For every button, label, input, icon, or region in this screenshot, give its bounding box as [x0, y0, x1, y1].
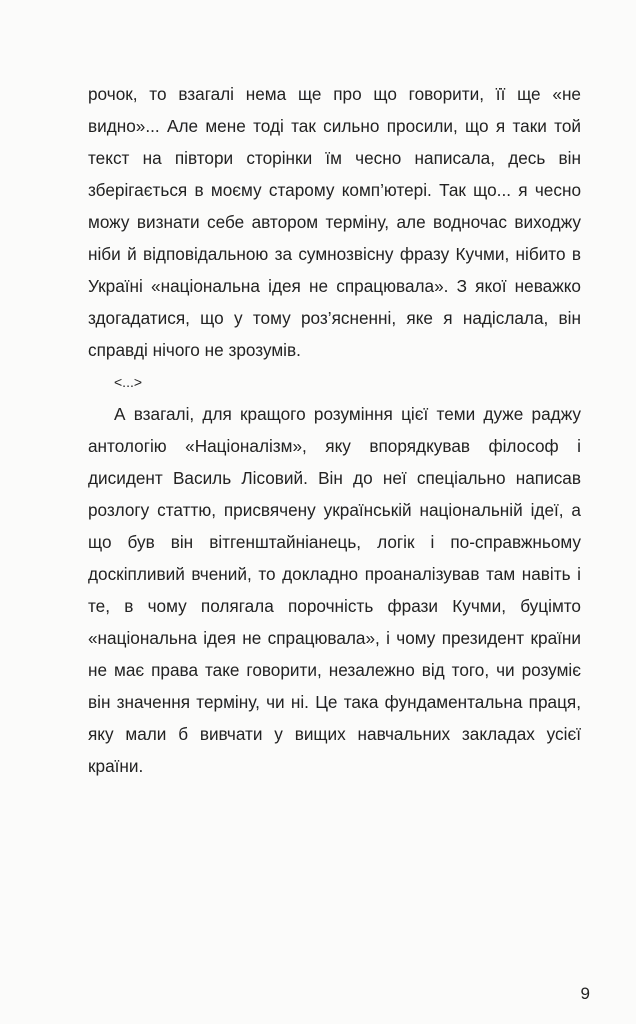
body-text — [88, 78, 581, 782]
paragraph-nationalism-anthology: А взагалі, для кращого розуміння цієї теми дуже раджу антологію «Націоналізм», яку впорядкував філософ і дисидент Василь Лісовий. Він до неї спеціально написав розлогу статтю, присвячену українській національній ідеї, а що був він вітгенштайніанець, логік і по-справжньому доскіпливий вчений, то докладно проаналізував там навіть і те, в чому полягала порочність фрази Кучми, буцімто «національна ідея не спрацювала», і чому президент країни не має права таке говорити, незалежно від того, чи розуміє він значення терміну, чи ні. Це така фундаментальна праця, яку мали б вивчати у вищих навчальних закладах усієї країни. — [88, 404, 581, 776]
omission-marker: <...> — [114, 374, 143, 390]
page-number: 9 — [580, 984, 590, 1003]
paragraph-continuation: рочок, то взагалі нема ще про що говорити, її ще «не видно»... Але мене тоді так сильно просили, що я таки той текст на півтори сторінки їм чесно написала, десь він зберігається в моєму старому комп’ютері. Так що... я чесно можу визнати себе автором терміну, але водночас виходжу ніби й відповідальною за сумнозвісну фразу Кучми, нібито в Україні «національна ідея не спрацювала». З якої неважко здогадатися, що у тому роз’ясненні, яке я надіслала, він справді нічого не зрозумів. — [88, 84, 581, 360]
